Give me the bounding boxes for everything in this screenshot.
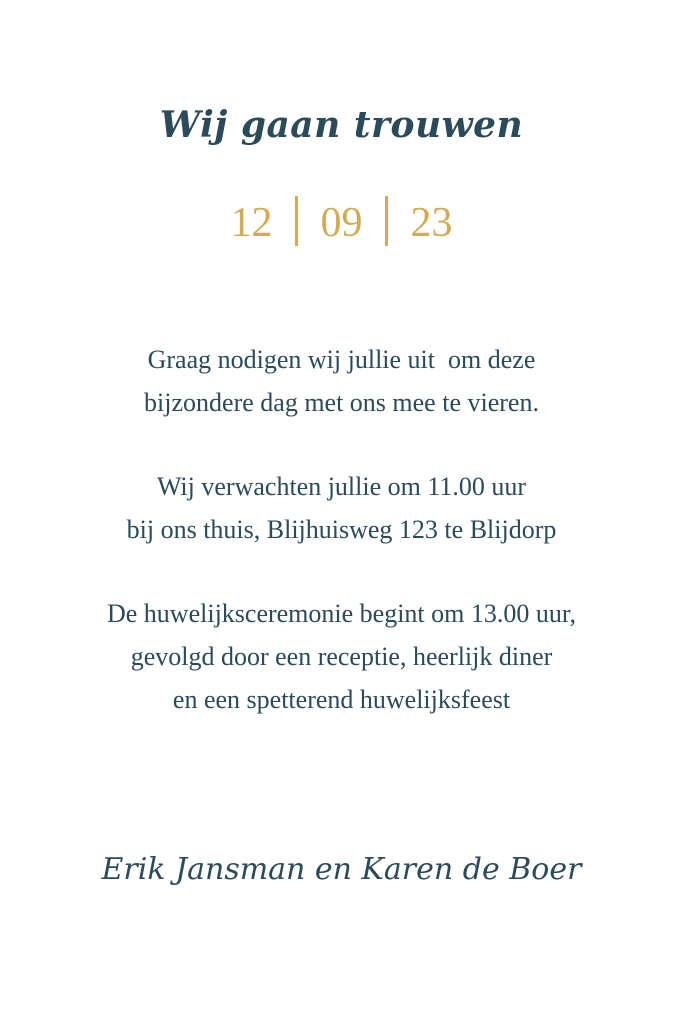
wedding-date: [0, 196, 683, 247]
invitation-title: Wij gaan trouwen: [159, 104, 524, 146]
couple-signature: Erik Jansman en Karen de Boer: [101, 852, 582, 887]
paragraph-line: De huwelijksceremonie begint om 13.00 uur,: [106, 599, 576, 628]
invitation-paragraph-program: [0, 592, 683, 721]
paragraph-line: bijzondere dag met ons mee te vieren.: [144, 388, 539, 417]
paragraph-line: bij ons thuis, Blijhuisweg 123 te Blijdorp: [126, 515, 557, 544]
invitation-paragraph-location: [0, 465, 683, 551]
paragraph-line: gevolgd door een receptie, heerlijk diner: [130, 642, 553, 671]
paragraph-line: en een spetterend huwelijksfeest: [172, 685, 511, 714]
paragraph-line: Graag nodigen wij jullie uit om deze: [147, 345, 536, 374]
date-separator: [295, 196, 298, 246]
paragraph-line: Wij verwachten jullie om 11.00 uur: [156, 472, 527, 501]
date-day: 12: [230, 200, 273, 246]
date-separator: [385, 196, 388, 246]
invitation-paragraph-intro: [0, 338, 683, 424]
date-month: 09: [320, 200, 363, 246]
date-year: 23: [410, 200, 453, 246]
